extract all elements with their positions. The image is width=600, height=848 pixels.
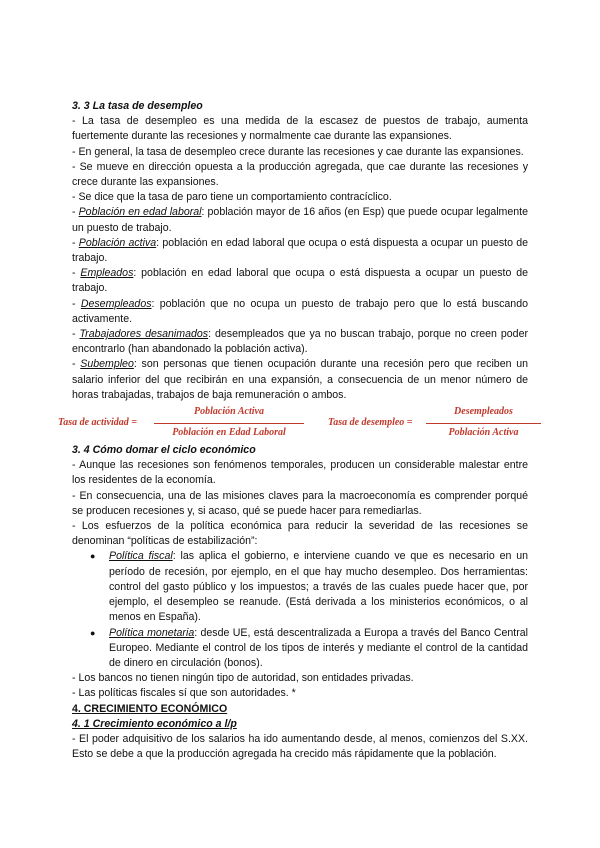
- definition-term: Trabajadores desanimados: [79, 328, 209, 341]
- definition-term: Población en edad laboral: [78, 206, 202, 219]
- document-page: [58, 99, 529, 762]
- definition-item: - Desempleados: población que no ocupa un puesto de trabajo pero que lo está buscando activamente.: [72, 297, 528, 325]
- definition-term: Desempleados: [80, 297, 152, 310]
- bullet-item: [72, 549, 528, 625]
- paragraph: - Se mueve en dirección opuesta a la producción agregada, que cae durante las recesiones y crece durante las expansiones.: [72, 160, 528, 189]
- bullet-item: [72, 626, 528, 672]
- definition-text: : población en edad laboral que ocupa o está dispuesta a ocupar un puesto de trabajo.: [72, 236, 528, 265]
- formula-activity-numerator: Población Activa: [194, 406, 264, 418]
- definition-item: - Población en edad laboral: población mayor de 16 años (en Esp) que puede ocupar legalmente un puesto de trabajo.: [72, 206, 529, 234]
- bullet-term: Política fiscal: [109, 550, 173, 563]
- paragraph: - En consecuencia, una de las misiones claves para la macroeconomía es comprender porqué se producen recesiones y, si acaso, qué se puede hacer para remediarlas.: [72, 489, 528, 517]
- bullet-text: : las aplica el gobierno, e interviene cuando ve que es necesario en un período de recesión, por ejemplo, en el que hay mucho desempleo. Dos herramientas: control del gasto público y los impuestos; a través de las cuales puede hacer que, por ejemplo, el desempleo se reanude. (Está derivada a los ministerios económicos, o al menos en España).: [109, 550, 529, 624]
- definition-text: : población mayor de 16 años (en Esp) que puede ocupar legalmente un puesto de trabajo.: [72, 206, 529, 234]
- paragraph: - Aunque las recesiones son fenómenos temporales, producen un considerable malestar entre los residentes de la economía.: [72, 459, 528, 487]
- paragraph: - La tasa de desempleo es una medida de la escasez de puestos de trabajo, aumenta fuertemente durante las recesiones y normalmente cae durante las expansiones.: [72, 115, 528, 143]
- definition-term: Subempleo: [80, 358, 134, 371]
- fraction-bar: [426, 423, 541, 424]
- paragraph: - Los esfuerzos de la política económica para reducir la severidad de las recesiones se denominan “políticas de estabilización”:: [72, 520, 528, 548]
- definition-text: : población que no ocupa un puesto de trabajo pero que lo está buscando activamente.: [72, 297, 528, 325]
- definition-term: Población activa: [78, 236, 157, 249]
- definition-term: Empleados: [80, 267, 134, 280]
- paragraph: - El poder adquisitivo de los salarios ha ido aumentando desde, al menos, comienzos del S.XX. Esto se debe a que la producción agregada ha crecido más rápidamente que la población.: [72, 732, 528, 761]
- bullet-text: : desde UE, está descentralizada a Europa a través del Banco Central Europeo. Mediante el control de los tipos de interés y mediante el control de la cantidad de dinero en circulación (bonos).: [109, 626, 529, 669]
- section-4-1-heading: 4. 1 Crecimiento económico a l/p: [72, 717, 237, 730]
- formula-unemployment-numerator: Desempleados: [454, 406, 513, 418]
- formula-unemployment-label: Tasa de desempleo =: [328, 417, 413, 429]
- bullet-icon: ●: [90, 627, 96, 638]
- formula-unemployment-denominator: Población Activa: [448, 427, 519, 439]
- definition-item: - Población activa: población en edad laboral que ocupa o está dispuesta a ocupar un puesto de trabajo.: [72, 236, 528, 265]
- paragraph: - Se dice que la tasa de paro tiene un comportamiento contracíclico.: [72, 191, 392, 204]
- fraction-bar: [154, 423, 304, 424]
- bullet-term: Política monetaria: [109, 626, 195, 639]
- formula-activity-denominator: Población en Edad Laboral: [172, 427, 286, 439]
- definition-item: - Trabajadores desanimados: desempleados que ya no buscan trabajo, porque no creen poder encontrarlo (han abandonado la población activa).: [72, 328, 528, 356]
- formula-activity-label: Tasa de actividad =: [58, 417, 137, 429]
- definition-item: - Subempleo: son personas que tienen ocupación durante una recesión pero que reciben un salario inferior del que recibirán en una expansión, a consecuencia de un menor número de horas trabajadas, trabajos de baja remuneración o ambos.: [72, 358, 528, 401]
- section-4-heading: 4. CRECIMIENTO ECONÓMICO: [72, 702, 228, 715]
- paragraph: - Los bancos no tienen ningún tipo de autoridad, son entidades privadas.: [72, 672, 414, 685]
- section-3-4-heading: 3. 4 Cómo domar el ciclo económico: [72, 444, 256, 457]
- definition-text: : población en edad laboral que ocupa o está dispuesta a ocupar un puesto de trabajo.: [72, 267, 528, 295]
- paragraph: - En general, la tasa de desempleo crece durante las recesiones y cae durante las expansiones.: [72, 145, 524, 158]
- definition-text: : desempleados que ya no buscan trabajo, porque no creen poder encontrarlo (han abandonado la población activa).: [72, 328, 528, 356]
- paragraph: - Las políticas fiscales sí que son autoridades. *: [72, 687, 296, 700]
- definition-item: - Empleados: población en edad laboral que ocupa o está dispuesta a ocupar un puesto de trabajo.: [72, 267, 528, 295]
- section-3-3-heading: 3. 3 La tasa de desempleo: [72, 100, 203, 112]
- formulas-block: [58, 405, 528, 443]
- definition-text: : son personas que tienen ocupación durante una recesión pero que reciben un salario inferior del que recibirán en una expansión, a consecuencia de un menor número de horas trabajadas, trabajos de baja remuneración o ambos.: [72, 358, 528, 401]
- bullet-icon: ●: [90, 551, 96, 562]
